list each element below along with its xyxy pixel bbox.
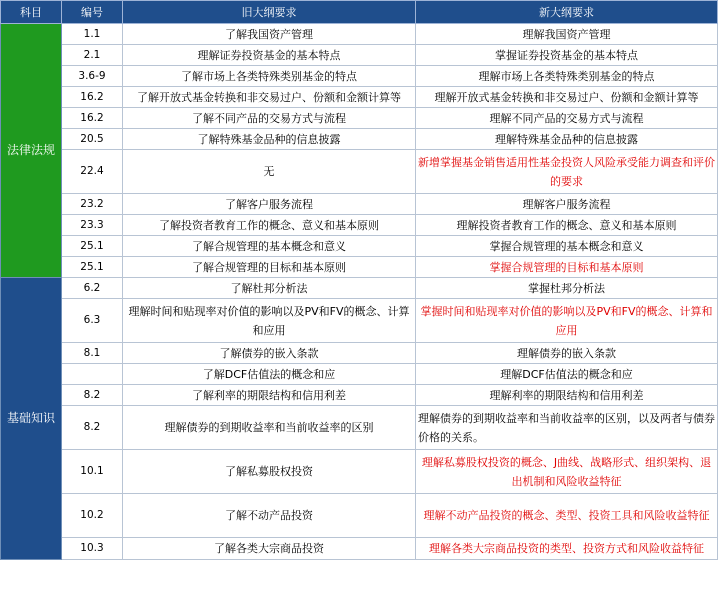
number-cell: 6.2	[62, 278, 123, 299]
table-row	[1, 406, 718, 450]
table-row	[1, 150, 718, 194]
number-cell: 6.3	[62, 299, 123, 343]
old-requirement-cell: 理解债券的到期收益率和当前收益率的区别	[123, 406, 416, 450]
old-requirement-cell: 了解不同产品的交易方式与流程	[123, 108, 416, 129]
old-requirement-cell: 了解私募股权投资	[123, 450, 416, 494]
old-requirement-cell: 理解证券投资基金的基本特点	[123, 45, 416, 66]
table-row	[1, 129, 718, 150]
new-requirement-cell: 理解市场上各类特殊类别基金的特点	[416, 66, 718, 87]
number-cell: 23.2	[62, 194, 123, 215]
table-row	[1, 24, 718, 45]
number-cell	[62, 364, 123, 385]
table-row	[1, 215, 718, 236]
old-requirement-cell: 了解合规管理的基本概念和意义	[123, 236, 416, 257]
new-requirement-cell: 掌握合规管理的目标和基本原则	[416, 257, 718, 278]
old-requirement-cell: 了解合规管理的目标和基本原则	[123, 257, 416, 278]
table-row	[1, 66, 718, 87]
new-requirement-cell: 理解开放式基金转换和非交易过户、份额和金额计算等	[416, 87, 718, 108]
new-requirement-cell: 理解DCF估值法的概念和应	[416, 364, 718, 385]
number-cell: 10.3	[62, 538, 123, 560]
table-row	[1, 87, 718, 108]
new-requirement-cell: 掌握合规管理的基本概念和意义	[416, 236, 718, 257]
table-row	[1, 45, 718, 66]
table-row	[1, 108, 718, 129]
new-requirement-cell: 理解特殊基金品种的信息披露	[416, 129, 718, 150]
new-requirement-cell: 理解各类大宗商品投资的类型、投资方式和风险收益特征	[416, 538, 718, 560]
new-requirement-cell: 理解利率的期限结构和信用利差	[416, 385, 718, 406]
number-cell: 25.1	[62, 236, 123, 257]
new-requirement-cell: 理解我国资产管理	[416, 24, 718, 45]
new-requirement-cell: 理解客户服务流程	[416, 194, 718, 215]
number-cell: 20.5	[62, 129, 123, 150]
table-row	[1, 450, 718, 494]
number-cell: 2.1	[62, 45, 123, 66]
subject-cell: 法律法规	[1, 24, 62, 278]
old-requirement-cell: 理解时间和贴现率对价值的影响以及PV和FV的概念、计算和应用	[123, 299, 416, 343]
new-requirement-cell: 理解不动产品投资的概念、类型、投资工具和风险收益特征	[416, 494, 718, 538]
table-row	[1, 236, 718, 257]
table-row	[1, 194, 718, 215]
old-requirement-cell: 了解市场上各类特殊类别基金的特点	[123, 66, 416, 87]
new-requirement-cell: 新增掌握基金销售适用性基金投资人风险承受能力调查和评价的要求	[416, 150, 718, 194]
number-cell: 3.6-9	[62, 66, 123, 87]
new-requirement-cell: 理解不同产品的交易方式与流程	[416, 108, 718, 129]
number-cell: 25.1	[62, 257, 123, 278]
header-number: 编号	[62, 1, 123, 24]
number-cell: 8.1	[62, 343, 123, 364]
table-row	[1, 343, 718, 364]
old-requirement-cell: 了解客户服务流程	[123, 194, 416, 215]
header-subject: 科目	[1, 1, 62, 24]
header-row	[1, 1, 718, 24]
table-row	[1, 278, 718, 299]
number-cell: 22.4	[62, 150, 123, 194]
old-requirement-cell: 了解我国资产管理	[123, 24, 416, 45]
table-row	[1, 299, 718, 343]
old-requirement-cell: 了解债券的嵌入条款	[123, 343, 416, 364]
number-cell: 16.2	[62, 108, 123, 129]
old-requirement-cell: 了解开放式基金转换和非交易过户、份额和金额计算等	[123, 87, 416, 108]
table-row	[1, 494, 718, 538]
table-body	[1, 24, 718, 560]
number-cell: 10.2	[62, 494, 123, 538]
new-requirement-cell: 理解私募股权投资的概念、J曲线、战略形式、组织架构、退出机制和风险收益特征	[416, 450, 718, 494]
old-requirement-cell: 了解投资者教育工作的概念、意义和基本原则	[123, 215, 416, 236]
number-cell: 10.1	[62, 450, 123, 494]
number-cell: 16.2	[62, 87, 123, 108]
old-requirement-cell: 了解各类大宗商品投资	[123, 538, 416, 560]
subject-cell: 基础知识	[1, 278, 62, 560]
old-requirement-cell: 无	[123, 150, 416, 194]
table-row	[1, 538, 718, 560]
new-requirement-cell: 掌握证券投资基金的基本特点	[416, 45, 718, 66]
new-requirement-cell: 掌握时间和贴现率对价值的影响以及PV和FV的概念、计算和应用	[416, 299, 718, 343]
table-row	[1, 385, 718, 406]
new-requirement-cell: 理解债券的嵌入条款	[416, 343, 718, 364]
number-cell: 1.1	[62, 24, 123, 45]
table-row	[1, 257, 718, 278]
new-requirement-cell: 理解债券的到期收益率和当前收益率的区别，以及两者与债券价格的关系。	[416, 406, 718, 450]
new-requirement-cell: 掌握杜邦分析法	[416, 278, 718, 299]
number-cell: 23.3	[62, 215, 123, 236]
old-requirement-cell: 了解不动产品投资	[123, 494, 416, 538]
old-requirement-cell: 了解DCF估值法的概念和应	[123, 364, 416, 385]
new-requirement-cell: 理解投资者教育工作的概念、意义和基本原则	[416, 215, 718, 236]
number-cell: 8.2	[62, 406, 123, 450]
header-old-requirement: 旧大纲要求	[123, 1, 416, 24]
old-requirement-cell: 了解利率的期限结构和信用利差	[123, 385, 416, 406]
old-requirement-cell: 了解特殊基金品种的信息披露	[123, 129, 416, 150]
number-cell: 8.2	[62, 385, 123, 406]
header-new-requirement: 新大纲要求	[416, 1, 718, 24]
table-row	[1, 364, 718, 385]
old-requirement-cell: 了解杜邦分析法	[123, 278, 416, 299]
